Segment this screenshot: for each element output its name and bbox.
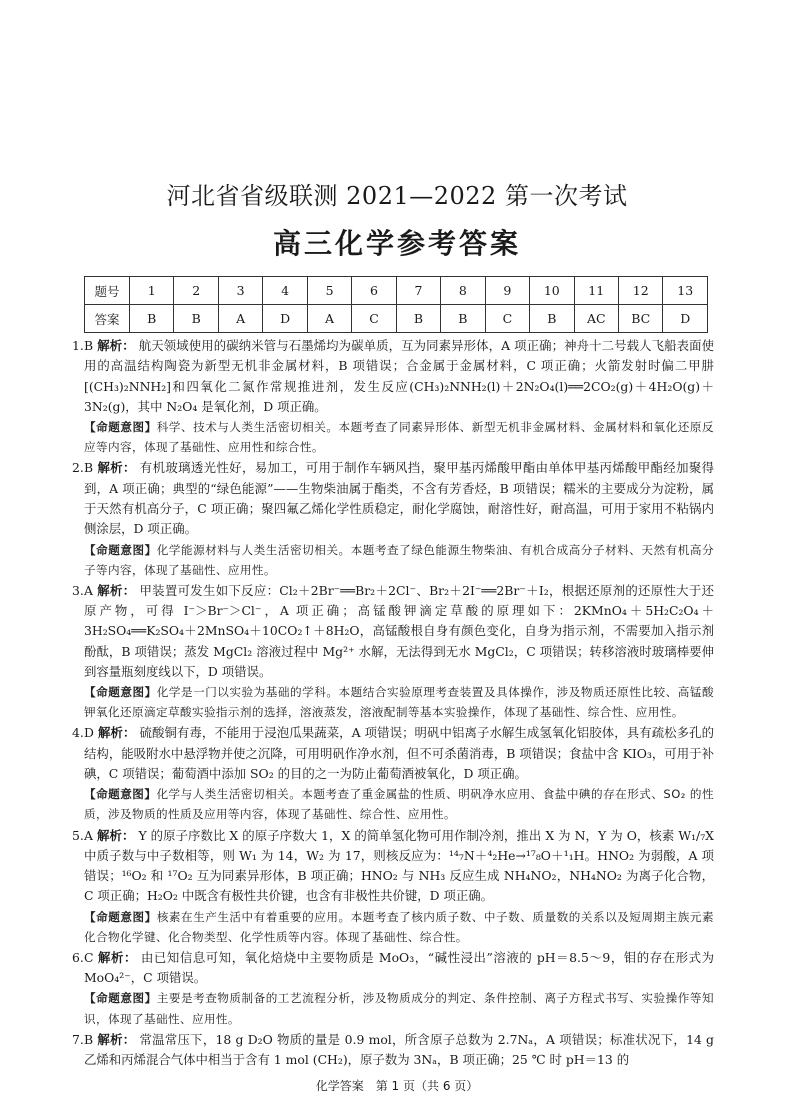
intent-label: 【命题意图】 — [84, 787, 157, 802]
answer-cell: B — [130, 305, 174, 333]
explanation-text: 常温常压下，18 g D₂O 物质的量是 0.9 mol，所含原子总数为 2.7Nₐ，A 项错误；标准状况下，14 g 乙烯和丙烯混合气体中相当于含有 1 mol (CH₂)，原子数为 3Nₐ，B 项正确；25 ℃ 时 pH＝13 的 — [84, 1031, 714, 1067]
answer-cell: B — [441, 305, 485, 333]
explanation-text: Y 的原子序数比 X 的原子序数大 1，X 的简单氢化物可用作制冷剂，推出 X 为 N，Y 为 O，核素 W₁/₇X 中质子数与中子数相等，则 W₁ 为 14，W₂ 为 17，则核反应为：¹⁴₇N＋⁴₂He→¹⁷₈O＋¹₁H。HNO₂ 为弱酸，A 项错误；¹⁶O₂ 和 ¹⁷O₂ 互为同素异形体，B 项正确；HNO₂ 与 NH₃ 反应生成 NH₄NO₂，NH₄NO₂ 为离子化合物，C 项正确；H₂O₂ 中既含有极性共价键，也含有非极性共价键，D 项正确。 — [84, 827, 715, 904]
answer-cell: D — [663, 305, 708, 333]
question-number: 7. — [72, 1031, 84, 1047]
answer-cell: C — [485, 305, 529, 333]
number-cell: 9 — [485, 277, 529, 305]
number-cell: 1 — [130, 277, 174, 305]
question-5-explanation — [72, 826, 715, 907]
explanation-label: 解析： — [97, 338, 135, 353]
intent-text: 核素在生产生活中有着重要的应用。本题考查了核内质子数、中子数、质量数的关系以及短周期主族元素化合物化学键、化合物类型、化学性质等内容。体现了基础性、综合性。 — [84, 909, 715, 944]
question-answer: B — [84, 1031, 94, 1047]
answer-cell: C — [352, 305, 396, 333]
number-cell: 13 — [663, 277, 708, 305]
question-answer: A — [84, 827, 93, 843]
explanation-text: 航天领域使用的碳纳米管与石墨烯均为碳单质，互为同素异形体，A 项正确；神舟十二号载人飞船表面使用的高温结构陶瓷为新型无机非金属材料，B 项错误；合金属于金属材料，C 项正确；火箭发射时偏二甲肼[(CH₃)₂NNH₂]和四氧化二氮作常规推进剂，发生反应(CH₃)₂NNH₂(l)＋2N₂O₄(l)══2CO₂(g)＋4H₂O(g)＋3N₂(g)，其中 N₂O₄ 是氧化剂，D 项正确。 — [84, 338, 715, 414]
intent-label: 【命题意图】 — [84, 685, 157, 700]
question-3-explanation — [72, 581, 715, 682]
intent-text: 化学能源材料与人类生活密切相关。本题考查了绿色能源生物柴油、有机合成高分子材料、天然有机高分子等内容，体现了基础性、应用性。 — [84, 542, 715, 577]
answer-cell: BC — [618, 305, 662, 333]
question-5-intent — [84, 907, 714, 947]
explanation-label: 解析： — [97, 725, 136, 741]
answer-row — [85, 305, 708, 333]
intent-text: 科学、技术与人类生活密切相关。本题考查了同素异形体、新型无机非金属材料、金属材料和氧化还原反应等内容，体现了基础性、应用性和综合性。 — [84, 420, 715, 455]
question-answer: C — [84, 949, 94, 965]
question-6-explanation — [72, 948, 714, 989]
question-answer: A — [84, 582, 93, 598]
question-2-explanation — [72, 458, 715, 539]
explanation-label: 解析： — [97, 460, 136, 476]
question-number: 4. — [72, 725, 84, 741]
explanation-text: 甲装置可发生如下反应：Cl₂＋2Br⁻══Br₂＋2Cl⁻、Br₂＋2I⁻══2Br⁻＋I₂，根据还原剂的还原性大于还原产物，可得 I⁻＞Br⁻＞Cl⁻，A 项正确；高锰酸钾滴定草酸的原理如下：2KMnO₄＋5H₂C₂O₄＋3H₂SO₄══K₂SO₄＋2MnSO₄＋10CO₂↑＋8H₂O，高锰酸根自身有颜色变化，自身为指示剂，不需要加入指示剂酚酞，B 项错误；蒸发 MgCl₂ 溶液过程中 Mg²⁺ 水解，无法得到无水 MgCl₂，C 项错误；转移溶液时玻璃棒要伸到容量瓶刻度线以下，D 项错误。 — [84, 582, 715, 679]
number-cell: 10 — [530, 277, 574, 305]
intent-text: 主要是考查物质制备的工艺流程分析，涉及物质成分的判定、条件控制、离子方程式书写、实验操作等知识，体现了基础性、应用性。 — [84, 991, 715, 1026]
page-footer: 化学答案 第 1 页（共 6 页） — [315, 1079, 479, 1093]
explanation-label: 解析： — [97, 949, 137, 965]
number-cell: 11 — [574, 277, 618, 305]
document-subtitle: 高三化学参考答案 — [272, 227, 521, 260]
number-cell: 6 — [352, 277, 396, 305]
number-cell: 8 — [441, 277, 485, 305]
number-cell: 2 — [174, 277, 218, 305]
question-1-intent — [84, 417, 714, 457]
question-6-intent — [84, 988, 714, 1028]
intent-label: 【命题意图】 — [84, 542, 157, 557]
explanation-label: 解析： — [97, 1031, 136, 1047]
answer-cell: A — [307, 305, 351, 333]
question-7-explanation — [72, 1030, 714, 1071]
question-number: 2. — [72, 460, 84, 476]
explanation-text: 由已知信息可知，氧化焙烧中主要物质是 MoO₃，“碱性浸出”溶液的 pH＝8.5～9，钼的存在形式为 MoO₄²⁻，C 项错误。 — [84, 949, 714, 986]
question-number: 1. — [72, 338, 84, 353]
number-cell: 5 — [307, 277, 351, 305]
answer-cell: D — [263, 305, 307, 333]
question-answer: B — [84, 338, 94, 353]
answer-cell: A — [218, 305, 262, 333]
explanation-text: 硫酸铜有毒，不能用于浸泡瓜果蔬菜，A 项错误；明矾中铝离子水解生成氢氧化铝胶体，具有疏松多孔的结构，能吸附水中悬浮物并使之沉降，可用明矾作净水剂，但不可杀菌消毒，B 项错误；食盐中含 KIO₃，可用于补碘，C 项错误；葡萄酒中添加 SO₂ 的目的之一为防止葡萄酒被氧化，D 项正确。 — [84, 725, 715, 782]
number-cell: 12 — [618, 277, 662, 305]
answer-cell: B — [396, 305, 440, 333]
number-cell: 7 — [396, 277, 440, 305]
row-label-answer: 答案 — [85, 305, 130, 333]
question-answer: D — [84, 725, 94, 741]
question-1-explanation — [72, 336, 715, 417]
exam-title: 河北省省级联测 2021—2022 第一次考试 — [166, 182, 628, 210]
answer-cell: AC — [574, 305, 618, 333]
question-number: 5. — [72, 827, 84, 843]
number-cell: 4 — [263, 277, 307, 305]
explanation-label: 解析： — [96, 582, 136, 598]
intent-label: 【命题意图】 — [84, 909, 157, 924]
answer-key-table — [84, 276, 708, 333]
question-number: 6. — [72, 949, 84, 965]
row-label-number: 题号 — [85, 277, 130, 305]
intent-text: 化学是一门以实验为基础的学科。本题结合实验原理考查装置及具体操作，涉及物质还原性比较、高锰酸钾氧化还原滴定草酸实验指示剂的选择，溶液蒸发，溶液配制等基本实验操作，体现了基础性、综合性、应用性。 — [84, 685, 715, 720]
number-cell: 3 — [218, 277, 262, 305]
question-number: 3. — [72, 582, 84, 598]
question-number-row — [85, 277, 708, 305]
explanation-text: 有机玻璃透光性好，易加工，可用于制作车辆风挡，聚甲基丙烯酸甲酯由单体甲基丙烯酸甲酯经加聚得到，A 项正确；典型的“绿色能源”——生物柴油属于酯类，不含有芳香烃，B 项错误；糯米的主要成分为淀粉，属于天然有机高分子，C 项正确；聚四氟乙烯化学性质稳定，耐化学腐蚀，耐溶性好，耐高温，可用于家用不粘锅内侧涂层，D 项正确。 — [84, 460, 715, 537]
question-3-intent — [84, 682, 714, 722]
intent-text: 化学与人类生活密切相关。本题考查了重金属盐的性质、明矾净水应用、食盐中碘的存在形式、SO₂ 的性质，涉及物质的性质及应用等内容，体现了基础性、综合性、应用性。 — [84, 787, 714, 822]
question-answer: B — [84, 460, 94, 476]
intent-label: 【命题意图】 — [84, 420, 157, 435]
question-2-intent — [84, 540, 714, 580]
question-4-intent — [84, 784, 714, 824]
explanation-label: 解析： — [96, 827, 135, 843]
question-4-explanation — [72, 723, 715, 784]
explanations — [72, 336, 715, 1070]
answer-cell: B — [530, 305, 574, 333]
answer-cell: B — [174, 305, 218, 333]
intent-label: 【命题意图】 — [84, 991, 157, 1006]
